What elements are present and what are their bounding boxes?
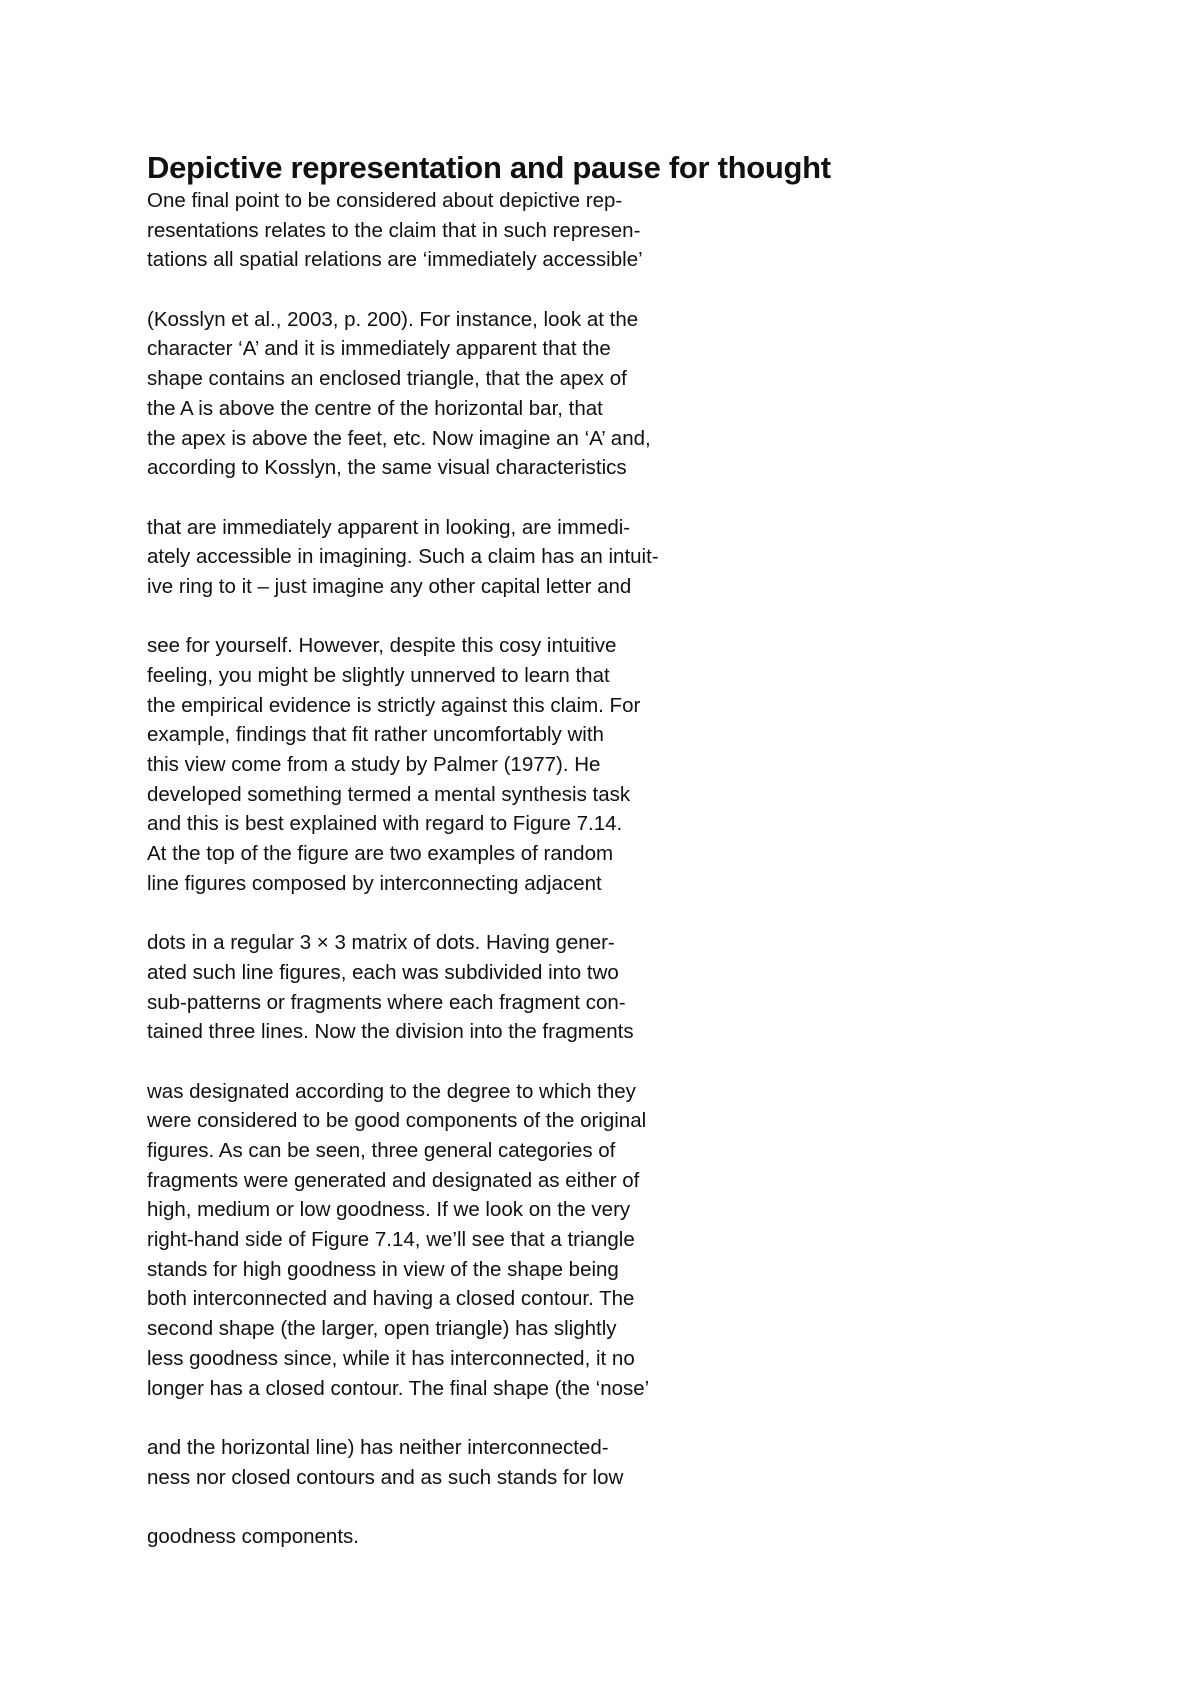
page-title: Depictive representation and pause for thought [147,150,831,185]
text-line: fragments were generated and designated as either of [147,1168,640,1192]
text-line: line figures composed by interconnecting adjacent [147,871,602,895]
text-line: One final point to be considered about depictive rep- [147,189,623,212]
text-line: this view come from a study by Palmer (1977). He [147,753,601,777]
text-block [147,928,867,1047]
text-line: see for yourself. However, despite this cosy intuitive [147,634,617,658]
text-line: high, medium or low goodness. If we look on the very [147,1198,631,1222]
text-line: figures. As can be seen, three general categories of [147,1139,616,1162]
text-line: At the top of the figure are two examples of random [147,842,614,866]
text-line: longer has a closed contour. The final shape (the ‘nose’ [147,1376,650,1400]
paragraph-gap [147,899,867,929]
text-line: ated such line figures, each was subdivided into two [147,960,619,984]
text-line: the apex is above the feet, etc. Now imagine an ‘A’ and, [147,426,651,450]
paragraph-gap [147,275,867,305]
text-line: ive ring to it – just imagine any other capital letter and [147,574,632,598]
text-line: and this is best explained with regard to Figure 7.14. [147,812,623,836]
text-line: according to Kosslyn, the same visual characteristics [147,456,627,480]
text-line: example, findings that fit rather uncomfortably with [147,723,604,747]
text-block [147,1433,867,1492]
text-line: the A is above the centre of the horizontal bar, that [147,396,603,420]
text-line: the empirical evidence is strictly against this claim. For [147,693,641,717]
text-line: ness nor closed contours and as such stands for low [147,1465,624,1489]
text-line: that are immediately apparent in looking, are immedi- [147,515,631,539]
text-line: resentations relates to the claim that in such represen- [147,218,641,242]
paragraph-gap [147,1047,867,1077]
text-line: was designated according to the degree to which they [147,1079,636,1103]
text-line: second shape (the larger, open triangle) has slightly [147,1317,617,1341]
document-page [147,150,867,1552]
text-block [147,1077,867,1404]
text-block [147,186,867,275]
text-line: goodness components. [147,1524,359,1548]
text-block [147,631,867,898]
paragraph-gap [147,483,867,513]
text-line: character ‘A’ and it is immediately apparent that the [147,337,611,361]
text-line: dots in a regular 3 × 3 matrix of dots. Having gener- [147,931,615,955]
text-line: sub-patterns or fragments where each fragment con- [147,990,626,1014]
text-block [147,1522,867,1552]
paragraph-gap [147,602,867,632]
paragraph-gap [147,1403,867,1433]
text-block [147,513,867,602]
text-line: ately accessible in imagining. Such a claim has an intuit- [147,545,659,569]
text-line: tations all spatial relations are ‘immediately accessible’ [147,248,643,272]
text-line: shape contains an enclosed triangle, that the apex of [147,367,627,391]
text-line: both interconnected and having a closed contour. The [147,1287,635,1311]
paragraph-gap [147,1492,867,1522]
text-line: and the horizontal line) has neither interconnected- [147,1435,609,1459]
text-line: developed something termed a mental synthesis task [147,782,631,806]
text-line: were considered to be good components of the original [147,1109,647,1133]
text-line: stands for high goodness in view of the shape being [147,1257,619,1281]
text-line: tained three lines. Now the division into the fragments [147,1020,634,1044]
text-line: (Kosslyn et al., 2003, p. 200). For instance, look at the [147,307,639,331]
text-block [147,305,867,483]
document-body [147,186,867,1552]
text-line: right-hand side of Figure 7.14, we’ll see that a triangle [147,1228,635,1252]
text-line: feeling, you might be slightly unnerved to learn that [147,664,610,687]
text-line: less goodness since, while it has interconnected, it no [147,1346,635,1370]
